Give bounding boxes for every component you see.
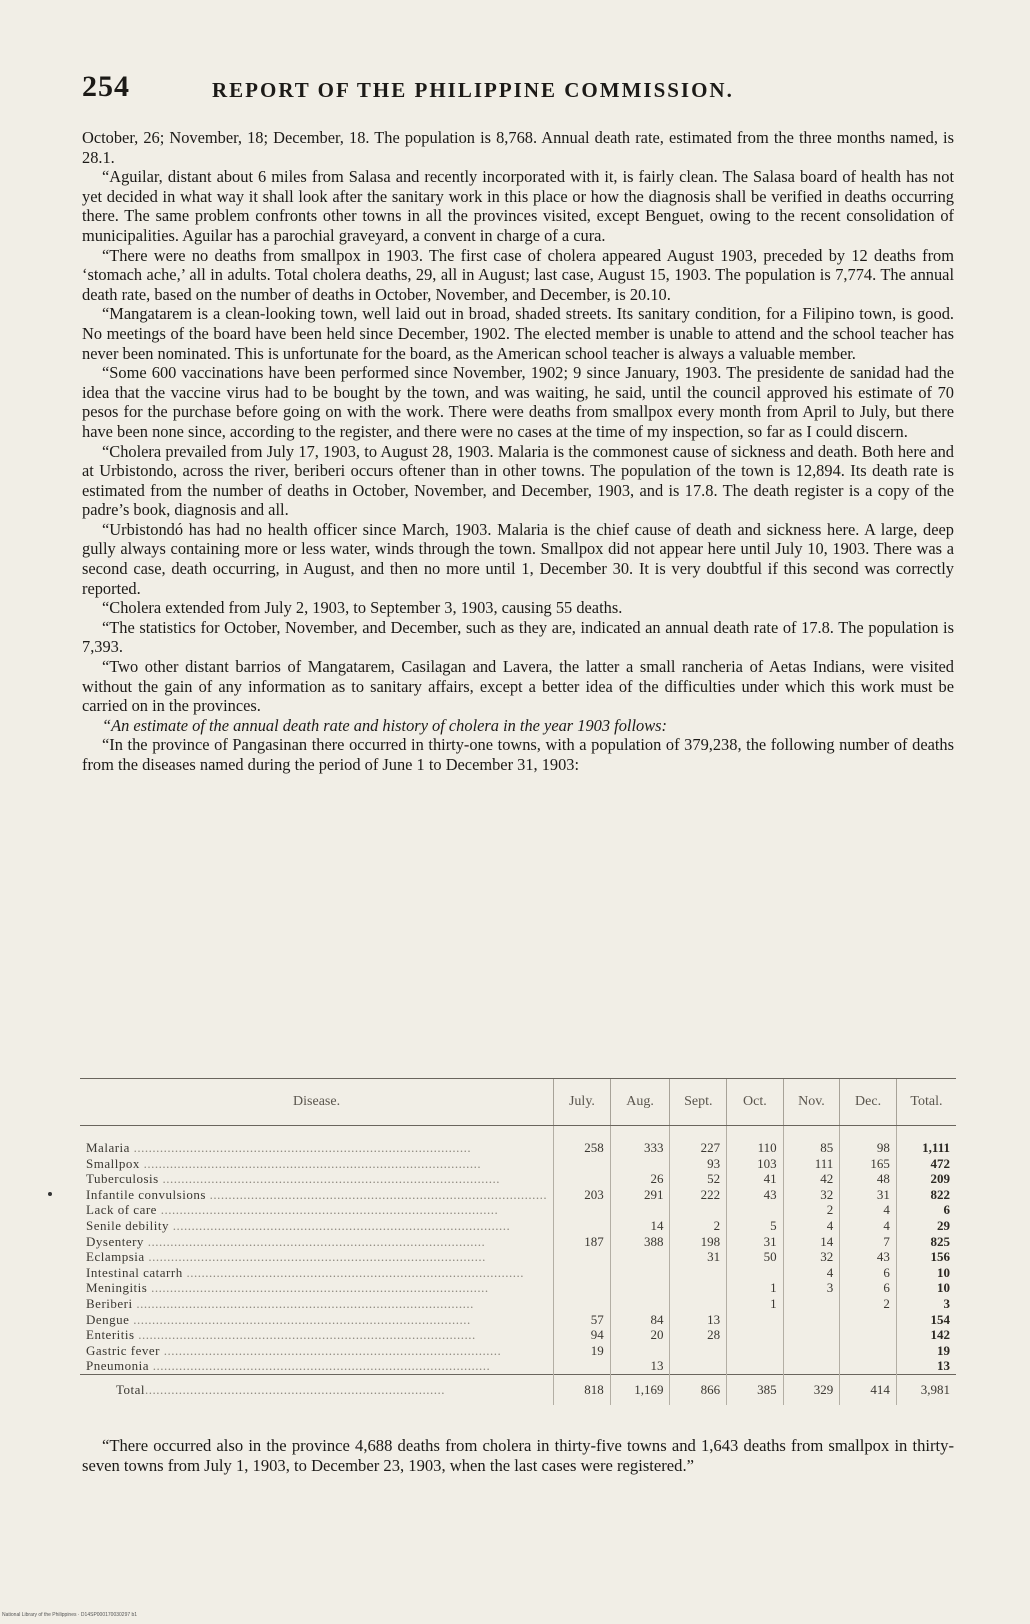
value-cell: 110 <box>727 1126 784 1156</box>
value-cell: 28 <box>670 1327 727 1343</box>
total-value-cell: 329 <box>783 1374 840 1405</box>
table-row <box>80 1343 956 1359</box>
leader-dots: .......................................................................................... <box>144 1249 486 1265</box>
value-cell: 4 <box>783 1265 840 1281</box>
running-head: REPORT OF THE PHILIPPINE COMMISSION. <box>212 78 734 102</box>
disease-cell <box>80 1218 554 1234</box>
value-cell: 333 <box>610 1126 670 1156</box>
value-cell: 1 <box>727 1296 784 1312</box>
leader-dots: .......................................................................................... <box>168 1217 511 1233</box>
value-cell: 2 <box>670 1218 727 1234</box>
value-cell: 6 <box>840 1265 897 1281</box>
leader-dots: .......................................................................................... <box>143 1233 486 1249</box>
value-cell <box>670 1202 727 1218</box>
value-cell <box>610 1265 670 1281</box>
value-cell <box>610 1156 670 1172</box>
value-cell: 6 <box>840 1280 897 1296</box>
value-cell: 3 <box>783 1280 840 1296</box>
deaths-table-container <box>80 1078 956 1405</box>
value-cell: 32 <box>783 1187 840 1203</box>
value-cell <box>727 1327 784 1343</box>
column-header: Nov. <box>783 1079 840 1126</box>
value-cell: 4 <box>840 1218 897 1234</box>
value-cell: 84 <box>610 1312 670 1328</box>
disease-name: Enteritis <box>86 1327 135 1343</box>
total-cell: 19 <box>896 1343 956 1359</box>
paragraph: “An estimate of the annual death rate and history of cholera in the year 1903 follows: <box>102 715 667 735</box>
column-header: Dec. <box>840 1079 897 1126</box>
value-cell <box>554 1202 611 1218</box>
deaths-table <box>80 1078 956 1405</box>
total-cell: 209 <box>896 1171 956 1187</box>
value-cell: 258 <box>554 1126 611 1156</box>
disease-cell <box>80 1202 554 1218</box>
total-value-cell: 1,169 <box>610 1374 670 1405</box>
disease-name: Meningitis <box>86 1280 148 1296</box>
paragraph: “Two other distant barrios of Mangatarem, Casilagan and Lavera, the latter a small rancheria of Aetas Indians, were visited without the gain of any information as to sanitary affairs, except a better idea of the difficulties under which this work must be carried on in the provinces. <box>82 657 954 716</box>
table-row <box>80 1126 956 1156</box>
value-cell <box>610 1249 670 1265</box>
value-cell <box>783 1296 840 1312</box>
table-row <box>80 1327 956 1343</box>
value-cell: 227 <box>670 1126 727 1156</box>
value-cell: 388 <box>610 1234 670 1250</box>
table-row <box>80 1202 956 1218</box>
leader-dots: .......................................................................................... <box>139 1155 482 1171</box>
total-cell: 10 <box>896 1265 956 1281</box>
page-header <box>82 70 942 110</box>
value-cell: 94 <box>554 1327 611 1343</box>
value-cell: 20 <box>610 1327 670 1343</box>
value-cell: 111 <box>783 1156 840 1172</box>
value-cell: 93 <box>670 1156 727 1172</box>
total-cell: 825 <box>896 1234 956 1250</box>
paragraph: “Urbistondó has had no health officer since March, 1903. Malaria is the chief cause of death and sickness here. A large, deep gully always containing more or less water, winds through the town. Smallpox did not appear here until July 10, 1903. There was a second case, death occurring, in August, and then no more until 1, December 30. It is very doubtful if this second was correctly reported. <box>82 519 954 598</box>
total-cell: 472 <box>896 1156 956 1172</box>
total-value-cell: 414 <box>840 1374 897 1405</box>
value-cell: 222 <box>670 1187 727 1203</box>
value-cell <box>727 1312 784 1328</box>
value-cell <box>554 1280 611 1296</box>
value-cell: 13 <box>670 1312 727 1328</box>
paragraph: “Cholera extended from July 2, 1903, to September 3, 1903, causing 55 deaths. <box>102 598 623 618</box>
disease-name: Gastric fever <box>86 1342 160 1358</box>
table-row <box>80 1265 956 1281</box>
disease-cell <box>80 1296 554 1312</box>
table-row <box>80 1156 956 1172</box>
value-cell <box>610 1343 670 1359</box>
value-cell: 7 <box>840 1234 897 1250</box>
table-row <box>80 1234 956 1250</box>
value-cell: 2 <box>840 1296 897 1312</box>
paragraph: “Aguilar, distant about 6 miles from Salasa and recently incorporated with it, is fairly clean. The Salasa board of health has not yet decided in what way it shall look after the sanitary work in this place or how the diagnosis shall be verified in deaths occurring there. The same problem confronts other towns in all the provinces visited, except Benguet, owing to the recent consolidation of municipalities. Aguilar has a parochial graveyard, a convent in charge of a cura. <box>82 167 954 245</box>
total-label-cell <box>80 1374 554 1405</box>
disease-name: Dengue <box>86 1311 130 1327</box>
value-cell <box>727 1358 784 1374</box>
value-cell: 19 <box>554 1343 611 1359</box>
total-row <box>80 1374 956 1405</box>
disease-cell <box>80 1343 554 1359</box>
disease-cell <box>80 1187 554 1203</box>
paragraph: “Some 600 vaccinations have been performed since November, 1902; 9 since January, 1903. The presidente de sanidad had the idea that the vaccine virus had to be bought by the town, and was waiting, he said, until the council approved his estimate of 70 pesos for the purchase before going on with the work. There were deaths from smallpox every month from April to July, but there have been none since, according to the register, and there were no cases at the time of my inspection, so far as I could discern. <box>82 363 954 441</box>
table-body <box>80 1126 956 1405</box>
paragraph: “The statistics for October, November, and December, such as they are, indicated an annual death rate of 17.8. The population is 7,393. <box>82 617 954 657</box>
total-value-cell: 3,981 <box>896 1374 956 1405</box>
total-label: Total <box>116 1382 146 1398</box>
leader-dots: .......................................................................................... <box>158 1171 500 1187</box>
disease-cell <box>80 1280 554 1296</box>
scan-footer-note: National Library of the Philippines · D14SP000170030297 b1 <box>2 1612 138 1618</box>
disease-name: Smallpox <box>86 1155 140 1171</box>
table-row <box>80 1187 956 1203</box>
value-cell <box>670 1280 727 1296</box>
disease-cell <box>80 1249 554 1265</box>
value-cell <box>554 1358 611 1374</box>
disease-name: Tuberculosis <box>86 1171 159 1187</box>
table-row <box>80 1249 956 1265</box>
value-cell: 48 <box>840 1171 897 1187</box>
value-cell: 32 <box>783 1249 840 1265</box>
table-row <box>80 1218 956 1234</box>
value-cell <box>840 1312 897 1328</box>
value-cell <box>554 1218 611 1234</box>
leader-dots: .......................................................................................... <box>134 1327 476 1343</box>
disease-cell <box>80 1171 554 1187</box>
table-row <box>80 1280 956 1296</box>
disease-cell <box>80 1156 554 1172</box>
value-cell: 43 <box>727 1187 784 1203</box>
value-cell <box>554 1171 611 1187</box>
paragraph: October, 26; November, 18; December, 18. The population is 8,768. Annual death rate, estimated from the three months named, is 28.1. <box>82 128 954 167</box>
disease-cell <box>80 1234 554 1250</box>
value-cell: 4 <box>840 1202 897 1218</box>
leader-dots: .......................................................................................... <box>182 1264 524 1280</box>
disease-cell <box>80 1358 554 1374</box>
value-cell <box>670 1343 727 1359</box>
column-header: Sept. <box>670 1079 727 1126</box>
value-cell: 1 <box>727 1280 784 1296</box>
closing-text <box>82 1436 954 1476</box>
value-cell <box>727 1343 784 1359</box>
disease-name: Lack of care <box>86 1202 157 1218</box>
value-cell <box>670 1358 727 1374</box>
value-cell <box>670 1265 727 1281</box>
value-cell <box>783 1327 840 1343</box>
value-cell <box>727 1265 784 1281</box>
page-number: 254 <box>82 70 130 103</box>
value-cell: 203 <box>554 1187 611 1203</box>
value-cell: 187 <box>554 1234 611 1250</box>
leader-dots: .......................................................................................... <box>129 1140 472 1155</box>
value-cell: 43 <box>840 1249 897 1265</box>
total-cell: 13 <box>896 1358 956 1374</box>
disease-cell <box>80 1126 554 1156</box>
paragraph: “Cholera prevailed from July 17, 1903, to August 28, 1903. Malaria is the commonest cause of sickness and death. Both here and at Urbistondo, across the river, beriberi occurs oftener than in other towns. The population of the town is 12,894. Its death rate is estimated from the number of deaths in October, November, and December, 1903, and is 17.8. The death register is a copy of the padre’s book, diagnosis and all. <box>82 441 954 520</box>
value-cell: 198 <box>670 1234 727 1250</box>
table-row <box>80 1171 956 1187</box>
value-cell <box>840 1343 897 1359</box>
leader-dots: .......................................................................................... <box>147 1280 489 1296</box>
margin-mark <box>48 1192 52 1196</box>
column-header: Aug. <box>610 1079 670 1126</box>
disease-name: Malaria <box>86 1140 130 1155</box>
disease-name: Intestinal catarrh <box>86 1264 183 1280</box>
value-cell <box>783 1312 840 1328</box>
paragraph: “There occurred also in the province 4,688 deaths from cholera in thirty-five towns and 1,643 deaths from smallpox in thirty-seven towns from July 1, 1903, to December 23, 1903, when the last cases were registered.” <box>82 1436 954 1475</box>
value-cell: 31 <box>727 1234 784 1250</box>
value-cell: 31 <box>840 1187 897 1203</box>
value-cell <box>783 1343 840 1359</box>
value-cell: 14 <box>783 1234 840 1250</box>
column-header: Disease. <box>80 1079 554 1126</box>
value-cell: 165 <box>840 1156 897 1172</box>
value-cell: 26 <box>610 1171 670 1187</box>
column-header: July. <box>554 1079 611 1126</box>
disease-name: Pneumonia <box>86 1358 149 1374</box>
leader-dots: .......................................................................................... <box>160 1342 502 1358</box>
disease-cell <box>80 1327 554 1343</box>
value-cell <box>554 1265 611 1281</box>
total-cell: 10 <box>896 1280 956 1296</box>
total-cell: 822 <box>896 1187 956 1203</box>
body-text <box>82 128 954 775</box>
paragraph: “Mangatarem is a clean-looking town, well laid out in broad, shaded streets. Its sanitary condition, for a Filipino town, is good. No meetings of the board have been held since December, 1902. The elected member is unable to attend and the school teacher has never been nominated. This is unfortunate for the board, as the American school teacher is always a valuable member. <box>82 304 954 363</box>
value-cell <box>840 1358 897 1374</box>
value-cell: 5 <box>727 1218 784 1234</box>
column-header: Total. <box>896 1079 956 1126</box>
disease-cell <box>80 1312 554 1328</box>
leader-dots: .......................................................................................... <box>132 1295 474 1311</box>
total-cell: 3 <box>896 1296 956 1312</box>
value-cell: 13 <box>610 1358 670 1374</box>
total-cell: 156 <box>896 1249 956 1265</box>
value-cell <box>727 1202 784 1218</box>
leader-dots: .......................................................................................... <box>149 1358 491 1374</box>
value-cell: 41 <box>727 1171 784 1187</box>
value-cell: 85 <box>783 1126 840 1156</box>
value-cell <box>610 1280 670 1296</box>
value-cell: 291 <box>610 1187 670 1203</box>
leader-dots: ................................................................................ <box>145 1382 446 1398</box>
value-cell: 14 <box>610 1218 670 1234</box>
column-header: Oct. <box>727 1079 784 1126</box>
table-row <box>80 1296 956 1312</box>
paragraph: “There were no deaths from smallpox in 1903. The first case of cholera appeared August 1903, preceded by 12 deaths from ‘stomach ache,’ all in adults. Total cholera deaths, 29, all in August; last case, August 15, 1903. The population is 7,774. The annual death rate, based on the number of deaths in October, November, and December, is 20.10. <box>82 245 954 304</box>
total-cell: 142 <box>896 1327 956 1343</box>
value-cell: 57 <box>554 1312 611 1328</box>
value-cell <box>554 1249 611 1265</box>
table-row <box>80 1358 956 1374</box>
disease-cell <box>80 1265 554 1281</box>
total-cell: 1,111 <box>896 1126 956 1156</box>
disease-name: Dysentery <box>86 1233 144 1249</box>
total-cell: 29 <box>896 1218 956 1234</box>
value-cell: 50 <box>727 1249 784 1265</box>
disease-name: Infantile convulsions <box>86 1186 206 1202</box>
value-cell: 103 <box>727 1156 784 1172</box>
value-cell: 2 <box>783 1202 840 1218</box>
disease-name: Senile debility <box>86 1217 169 1233</box>
value-cell: 52 <box>670 1171 727 1187</box>
total-cell: 154 <box>896 1312 956 1328</box>
value-cell: 4 <box>783 1218 840 1234</box>
value-cell <box>783 1358 840 1374</box>
disease-name: Eclampsia <box>86 1249 145 1265</box>
table-row <box>80 1312 956 1328</box>
value-cell: 42 <box>783 1171 840 1187</box>
leader-dots: .......................................................................................... <box>205 1186 548 1202</box>
leader-dots: .......................................................................................... <box>156 1202 499 1218</box>
value-cell <box>670 1296 727 1312</box>
value-cell <box>554 1156 611 1172</box>
disease-name: Beriberi <box>86 1295 133 1311</box>
table-header-row <box>80 1079 956 1126</box>
leader-dots: .......................................................................................... <box>129 1311 471 1327</box>
value-cell: 31 <box>670 1249 727 1265</box>
paragraph: “In the province of Pangasinan there occurred in thirty-one towns, with a population of 379,238, the following number of deaths from the diseases named during the period of June 1 to December 31, 1903: <box>82 735 954 774</box>
total-value-cell: 866 <box>670 1374 727 1405</box>
total-value-cell: 385 <box>727 1374 784 1405</box>
value-cell <box>554 1296 611 1312</box>
value-cell <box>840 1327 897 1343</box>
value-cell <box>610 1296 670 1312</box>
value-cell: 98 <box>840 1126 897 1156</box>
total-cell: 6 <box>896 1202 956 1218</box>
total-value-cell: 818 <box>554 1374 611 1405</box>
value-cell <box>610 1202 670 1218</box>
